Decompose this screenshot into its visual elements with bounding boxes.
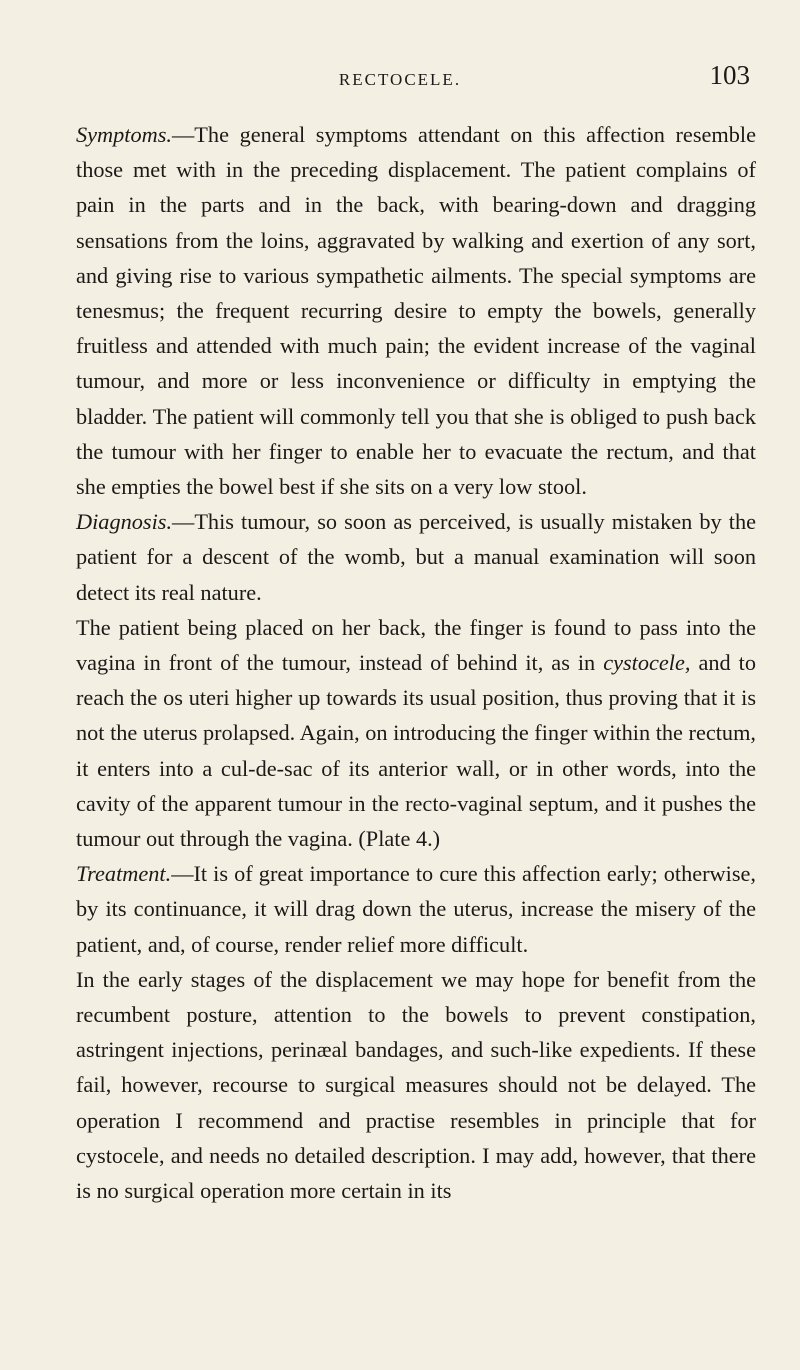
- body-text: [76, 117, 756, 1208]
- paragraph-diagnosis: [76, 504, 756, 610]
- italic-term: cystocele,: [603, 650, 691, 676]
- page-number: 103: [709, 60, 750, 90]
- paragraph-text: The patient being placed on her back, the finger is found to pass into the vagina in front of the tumour, instead of behind it, as in: [76, 614, 756, 676]
- paragraph-text: —It is of great importance to cure this affection early; otherwise, by its continuance, it will drag down the uterus, increase the misery of the patient, and, of course, render relief more difficult.: [76, 861, 756, 957]
- section-heading-symptoms: Symptoms.: [76, 122, 172, 147]
- paragraph-examination: [76, 610, 756, 856]
- section-heading-treatment: Treatment.: [76, 861, 172, 887]
- running-title: RECTOCELE.: [338, 70, 462, 89]
- paragraph-text: —This tumour, so soon as perceived, is usually mistaken by the patient for a descent of the womb, but a manual examination will soon detect its real nature.: [76, 509, 756, 605]
- running-head: [0, 58, 800, 98]
- paragraph-text: In the early stages of the displacement we may hope for benefit from the recumbent posture, attention to the bowels to prevent constipation, astringent injections, perinæal bandages, and such-like expedients. If these fail, however, recourse to surgical measures should not be delayed. The operation I recommend and practise resembles in principle that for cystocele, and needs no detailed description. I may add, however, that there is no surgical operation more certain in its: [76, 966, 756, 1204]
- section-heading-diagnosis: Diagnosis.: [76, 509, 173, 535]
- paragraph-text: and to reach the os uteri higher up towards its usual position, thus proving that it is not the uterus prolapsed. Again, on introducing the finger within the rectum, it enters into a cul-de-sac of its anterior wall, or in other words, into the cavity of the apparent tumour in the recto-vaginal septum, and it pushes the tumour out through the vagina. (Plate 4.): [76, 650, 756, 852]
- paragraph-treatment: [76, 856, 756, 962]
- paragraph-symptoms: [76, 117, 756, 504]
- paragraph-early-stages: [76, 962, 756, 1208]
- paragraph-text: —The general symptoms attendant on this affection resemble those met with in the preceding displacement. The patient complains of pain in the parts and in the back, with bearing-down and dragging sensations from the loins, aggravated by walking and exertion of any sort, and giving rise to various sympathetic ailments. The special symptoms are tenesmus; the frequent recurring desire to empty the bowels, generally fruitless and attended with much pain; the evident increase of the vaginal tumour, and more or less inconvenience or difficulty in emptying the bladder. The patient will commonly tell you that she is obliged to push back the tumour with her finger to enable her to evacuate the rectum, and that she empties the bowel best if she sits on a very low stool.: [76, 122, 756, 500]
